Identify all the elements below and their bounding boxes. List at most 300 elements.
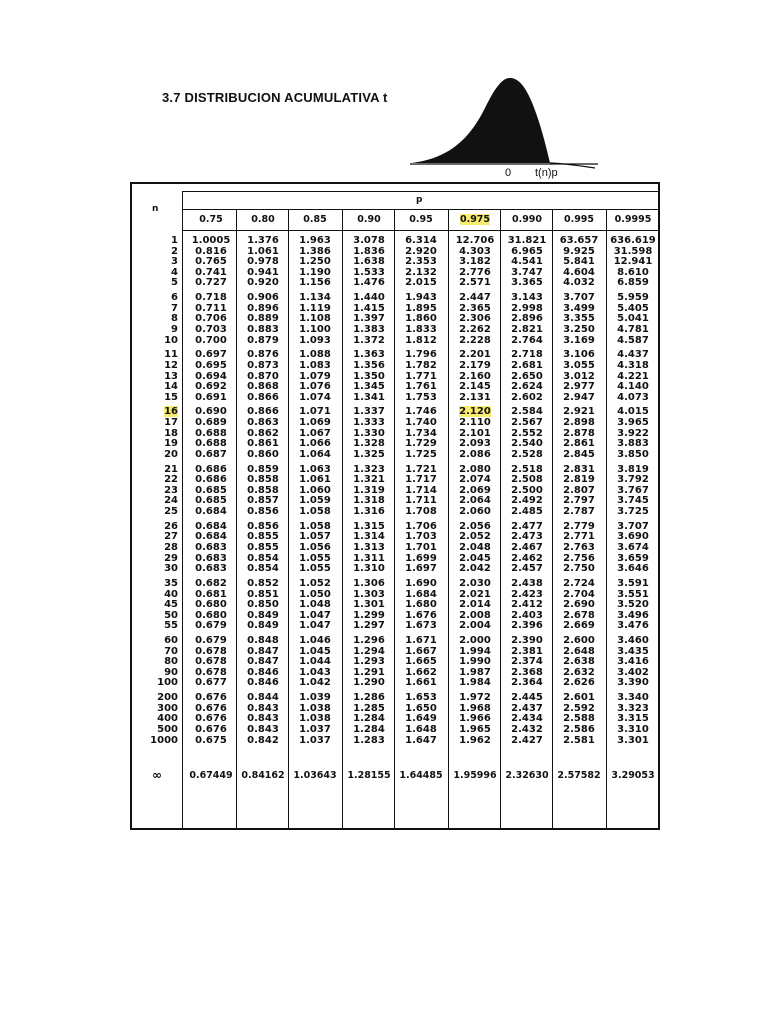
table-cell: 3.745 [617,495,649,507]
row-group [134,350,178,403]
n-value: 18 [164,427,178,439]
table-cell: 0.685 [195,484,227,496]
table-cell: 1.372 [353,334,385,346]
table-cell: 0.695 [195,359,227,371]
table-cell: 2.776 [459,266,491,278]
table-cell: 3.323 [617,702,649,714]
table-cell: 2.201 [459,349,491,361]
table-cell: 1.076 [299,381,331,393]
table-cell: 2.060 [459,506,491,517]
table-cell: 3.402 [617,666,649,678]
table-cell: 1.665 [405,656,437,668]
table-cell: 1.771 [405,370,437,382]
table-cell: 0.703 [195,323,227,335]
n-value: 60 [164,635,178,647]
table-cell: 2.080 [459,463,491,475]
table-cell: 1.119 [299,302,331,314]
table-cell: 0.857 [247,495,279,507]
table-cell: 1.079 [299,370,331,382]
n-value: 22 [164,474,178,486]
table-cell: 3.390 [617,677,649,689]
header-bottom-line [182,230,658,231]
table-cell: 3.416 [617,656,649,668]
table-cell: 0.843 [247,713,279,725]
table-cell: 2.632 [563,666,595,678]
table-cell: 0.855 [247,541,279,553]
table-cell: 0.843 [247,702,279,714]
table-cell: 1.134 [299,292,331,304]
table-cell: 0.847 [247,645,279,657]
table-cell: 1.067 [299,427,331,439]
table-cell: 1.328 [353,438,385,450]
table-cell: 3.106 [563,349,595,361]
n-value: 14 [164,381,178,393]
table-cell: 0.851 [247,588,279,600]
table-cell: 4.073 [617,391,649,403]
table-cell: 1.052 [299,577,331,589]
table-cell: 1.895 [405,302,437,314]
table-cell: 0.675 [195,734,227,746]
column-divider [552,209,553,828]
table-cell: 1.038 [299,702,331,714]
table-cell: 3.355 [563,313,595,325]
table-cell: 0.854 [247,563,279,575]
table-cell: 1.397 [353,313,385,325]
table-cell: 1.059 [299,495,331,507]
table-cell: 1.963 [299,235,331,246]
table-cell: 0.686 [195,463,227,475]
table-cell: 1.833 [405,323,437,335]
table-cell: 1.056 [299,541,331,553]
table-cell: 1.984 [459,677,491,689]
p-column-header: 0.975 [459,214,491,225]
table-cell: 0.700 [195,334,227,346]
table-cell: 3.315 [617,713,649,725]
table-cell: 2.601 [563,692,595,704]
data-column [236,236,290,750]
table-cell: 1.721 [405,463,437,475]
table-cell: 1.294 [353,645,385,657]
table-cell: 0.978 [247,256,279,268]
table-cell: 2.584 [511,406,543,418]
table-cell: 2.412 [511,599,543,611]
table-cell: 4.303 [459,245,491,257]
table-cell: 0.856 [247,506,279,517]
table-cell: 0.676 [195,692,227,704]
table-cell: 2.042 [459,563,491,575]
table-cell: 2.819 [563,474,595,486]
table-cell: 1.703 [405,531,437,543]
table-cell: 2.021 [459,588,491,600]
table-cell: 1.100 [299,323,331,335]
p-header: p [416,195,423,205]
table-cell: 1.313 [353,541,385,553]
table-cell: 1.386 [299,245,331,257]
table-cell: 3.767 [617,484,649,496]
table-cell: 2.528 [511,448,543,460]
data-column [606,236,660,750]
table-cell: 4.781 [617,323,649,335]
data-column [448,236,502,750]
table-cell: 2.396 [511,620,543,632]
table-cell: 0.849 [247,620,279,632]
n-value: 400 [157,713,178,725]
n-value: 11 [164,349,178,361]
table-cell: 3.340 [617,692,649,704]
table-cell: 2.977 [563,381,595,393]
table-cell: 1.058 [299,506,331,517]
table-cell: 0.681 [195,588,227,600]
table-cell: 0.683 [195,563,227,575]
table-cell: 1.290 [353,677,385,689]
table-cell: 0.679 [195,635,227,647]
table-cell: 2.374 [511,656,543,668]
table-cell: 2.457 [511,563,543,575]
table-cell: 1.714 [405,484,437,496]
n-value: 24 [164,495,178,507]
table-cell: 5.041 [617,313,649,325]
column-divider [606,209,607,828]
table-cell: 0.686 [195,474,227,486]
table-cell: 2.014 [459,599,491,611]
table-cell: 2.004 [459,620,491,632]
table-cell: 1.316 [353,506,385,517]
table-cell: 3.143 [511,292,543,304]
table-cell: 1.311 [353,552,385,564]
p-column-header: 0.90 [357,214,381,225]
table-cell: 3.520 [617,599,649,611]
infinity-value: 2.32630 [505,770,549,781]
table-cell: 0.680 [195,599,227,611]
table-cell: 4.221 [617,370,649,382]
curve-zero-label: 0 [505,167,512,179]
table-cell: 1.057 [299,531,331,543]
n-value: 15 [164,391,178,403]
table-cell: 2.500 [511,484,543,496]
table-cell: 4.032 [563,277,595,289]
table-cell: 2.797 [563,495,595,507]
table-cell: 4.437 [617,349,649,361]
table-cell: 0.718 [195,292,227,304]
table-cell: 1.314 [353,531,385,543]
table-cell: 1.356 [353,359,385,371]
table-cell: 2.821 [511,323,543,335]
table-cell: 2.998 [511,302,543,314]
table-cell: 0.688 [195,438,227,450]
n-value: 4 [171,266,178,278]
table-cell: 0.856 [247,520,279,532]
table-cell: 2.508 [511,474,543,486]
table-cell: 0.691 [195,391,227,403]
table-cell: 3.055 [563,359,595,371]
table-cell: 1.285 [353,702,385,714]
table-cell: 1.706 [405,520,437,532]
n-value: 21 [164,463,178,475]
table-cell: 1.050 [299,588,331,600]
table-cell: 2.763 [563,541,595,553]
table-cell: 1.048 [299,599,331,611]
table-cell: 4.541 [511,256,543,268]
table-cell: 1.782 [405,359,437,371]
table-cell: 0.765 [195,256,227,268]
infinity-symbol: ∞ [152,768,162,782]
table-cell: 2.485 [511,506,543,517]
table-cell: 1.647 [405,734,437,746]
table-cell: 2.807 [563,484,595,496]
table-cell: 2.048 [459,541,491,553]
table-cell: 31.821 [507,235,547,246]
n-value: 10 [164,334,178,346]
curve-t-label: t(n)p [535,167,558,179]
table-cell: 0.873 [247,359,279,371]
table-cell: 1.284 [353,724,385,736]
table-cell: 3.725 [617,506,649,517]
n-value: 13 [164,370,178,382]
table-cell: 2.120 [459,406,491,418]
table-cell: 2.779 [563,520,595,532]
table-cell: 1.283 [353,734,385,746]
table-cell: 1.383 [353,323,385,335]
table-cell: 0.843 [247,724,279,736]
table-cell: 0.854 [247,552,279,564]
table-cell: 1.055 [299,563,331,575]
table-cell: 1.047 [299,620,331,632]
table-cell: 0.688 [195,427,227,439]
n-value: 90 [164,666,178,678]
table-cell: 12.941 [613,256,653,268]
table-cell: 2.567 [511,417,543,429]
table-cell: 1.156 [299,277,331,289]
table-cell: 2.764 [511,334,543,346]
table-cell: 2.477 [511,520,543,532]
table-cell: 1.303 [353,588,385,600]
table-cell: 1.319 [353,484,385,496]
table-cell: 2.638 [563,656,595,668]
table-cell: 0.859 [247,463,279,475]
table-cell: 1.962 [459,734,491,746]
table-cell: 0.858 [247,474,279,486]
n-column [134,236,178,750]
row-group [134,522,178,575]
table-cell: 1.088 [299,349,331,361]
shaded-area [412,78,550,163]
table-cell: 3.850 [617,448,649,460]
table-cell: 1.061 [247,245,279,257]
table-cell: 1.972 [459,692,491,704]
table-cell: 2.467 [511,541,543,553]
table-cell: 1.662 [405,666,437,678]
n-value: 6 [171,292,178,304]
table-cell: 1.676 [405,609,437,621]
table-cell: 63.657 [559,235,599,246]
table-cell: 2.368 [511,666,543,678]
table-cell: 2.650 [511,370,543,382]
table-cell: 2.624 [511,381,543,393]
n-value: 2 [171,245,178,257]
table-cell: 1.060 [299,484,331,496]
table-cell: 2.228 [459,334,491,346]
table-cell: 2.787 [563,506,595,517]
table-cell: 0.848 [247,635,279,647]
table-cell: 1.684 [405,588,437,600]
table-cell: 2.365 [459,302,491,314]
table-cell: 0.846 [247,677,279,689]
table-cell: 1.690 [405,577,437,589]
table-cell: 3.792 [617,474,649,486]
n-value: 300 [157,702,178,714]
table-cell: 1.440 [353,292,385,304]
table-cell: 6.314 [405,235,437,246]
table-cell: 2.030 [459,577,491,589]
infinity-value: 2.57582 [557,770,601,781]
table-cell: 1.293 [353,656,385,668]
table-cell: 1.638 [353,256,385,268]
table-cell: 0.868 [247,381,279,393]
table-cell: 1.337 [353,406,385,418]
table-cell: 0.706 [195,313,227,325]
table-cell: 2.381 [511,645,543,657]
table-cell: 2.306 [459,313,491,325]
table-cell: 3.591 [617,577,649,589]
table-cell: 1.310 [353,563,385,575]
table-cell: 0.684 [195,520,227,532]
table-cell: 5.841 [563,256,595,268]
table-cell: 3.435 [617,645,649,657]
table-cell: 1.836 [353,245,385,257]
table-cell: 2.101 [459,427,491,439]
table-cell: 3.674 [617,541,649,553]
table-cell: 1.671 [405,635,437,647]
table-cell: 1.699 [405,552,437,564]
n-value: 1 [171,235,178,246]
table-cell: 1.812 [405,334,437,346]
table-cell: 2.434 [511,713,543,725]
table-cell: 2.756 [563,552,595,564]
table-cell: 3.965 [617,417,649,429]
table-cell: 1.649 [405,713,437,725]
table-cell: 2.069 [459,484,491,496]
n-value: 25 [164,506,178,517]
table-cell: 1.761 [405,381,437,393]
table-cell: 1.968 [459,702,491,714]
table-cell: 0.676 [195,724,227,736]
table-cell: 3.819 [617,463,649,475]
table-cell: 0.896 [247,302,279,314]
table-cell: 1.363 [353,349,385,361]
table-cell: 2.093 [459,438,491,450]
data-column [288,236,342,750]
table-cell: 1.653 [405,692,437,704]
table-cell: 2.353 [405,256,437,268]
data-column [394,236,448,750]
table-cell: 1.860 [405,313,437,325]
table-cell: 3.310 [617,724,649,736]
column-divider [500,209,501,828]
table-cell: 1.729 [405,438,437,450]
table-cell: 0.727 [195,277,227,289]
table-cell: 1.650 [405,702,437,714]
n-value: 30 [164,563,178,575]
n-value: 70 [164,645,178,657]
p-column-header: 0.85 [303,214,327,225]
table-cell: 2.678 [563,609,595,621]
table-cell: 0.849 [247,609,279,621]
row-group [134,579,178,632]
table-cell: 0.920 [247,277,279,289]
table-cell: 1.250 [299,256,331,268]
table-cell: 1.069 [299,417,331,429]
table-cell: 1.533 [353,266,385,278]
table-cell: 0.941 [247,266,279,278]
table-cell: 0.683 [195,541,227,553]
table-cell: 2.861 [563,438,595,450]
table-cell: 1.345 [353,381,385,393]
table-cell: 0.678 [195,666,227,678]
p-column-header: 0.9995 [614,214,652,225]
table-cell: 4.015 [617,406,649,418]
table-cell: 2.462 [511,552,543,564]
table-cell: 2.681 [511,359,543,371]
table-cell: 2.947 [563,391,595,403]
table-cell: 6.859 [617,277,649,289]
table-cell: 5.959 [617,292,649,304]
table-cell: 2.626 [563,677,595,689]
table-cell: 2.845 [563,448,595,460]
table-cell: 1.074 [299,391,331,403]
table-cell: 1.299 [353,609,385,621]
table-cell: 3.496 [617,609,649,621]
table-cell: 12.706 [455,235,495,246]
n-column-divider [182,191,183,828]
n-value: 28 [164,541,178,553]
n-value: 23 [164,484,178,496]
table-cell: 1.044 [299,656,331,668]
table-cell: 1.0005 [191,235,231,246]
table-cell: 2.052 [459,531,491,543]
table-cell: 3.883 [617,438,649,450]
table-cell: 1.701 [405,541,437,553]
table-cell: 2.000 [459,635,491,647]
table-cell: 1.047 [299,609,331,621]
table-cell: 0.876 [247,349,279,361]
table-cell: 1.046 [299,635,331,647]
table-cell: 2.447 [459,292,491,304]
infinity-value: 1.95996 [453,770,497,781]
data-column [552,236,606,750]
table-cell: 0.689 [195,417,227,429]
n-value: 7 [171,302,178,314]
n-value: 50 [164,609,178,621]
table-cell: 1.994 [459,645,491,657]
table-cell: 2.364 [511,677,543,689]
table-cell: 1.315 [353,520,385,532]
column-divider [342,209,343,828]
table-cell: 1.286 [353,692,385,704]
table-cell: 2.704 [563,588,595,600]
infinity-value: 0.84162 [241,770,285,781]
n-value: 20 [164,448,178,460]
table-cell: 1.045 [299,645,331,657]
table-cell: 1.415 [353,302,385,314]
table-cell: 2.592 [563,702,595,714]
table-cell: 0.685 [195,495,227,507]
row-group [134,465,178,518]
table-cell: 9.925 [563,245,595,257]
table-cell: 3.646 [617,563,649,575]
table-cell: 2.427 [511,734,543,746]
table-cell: 1.680 [405,599,437,611]
table-cell: 2.898 [563,417,595,429]
